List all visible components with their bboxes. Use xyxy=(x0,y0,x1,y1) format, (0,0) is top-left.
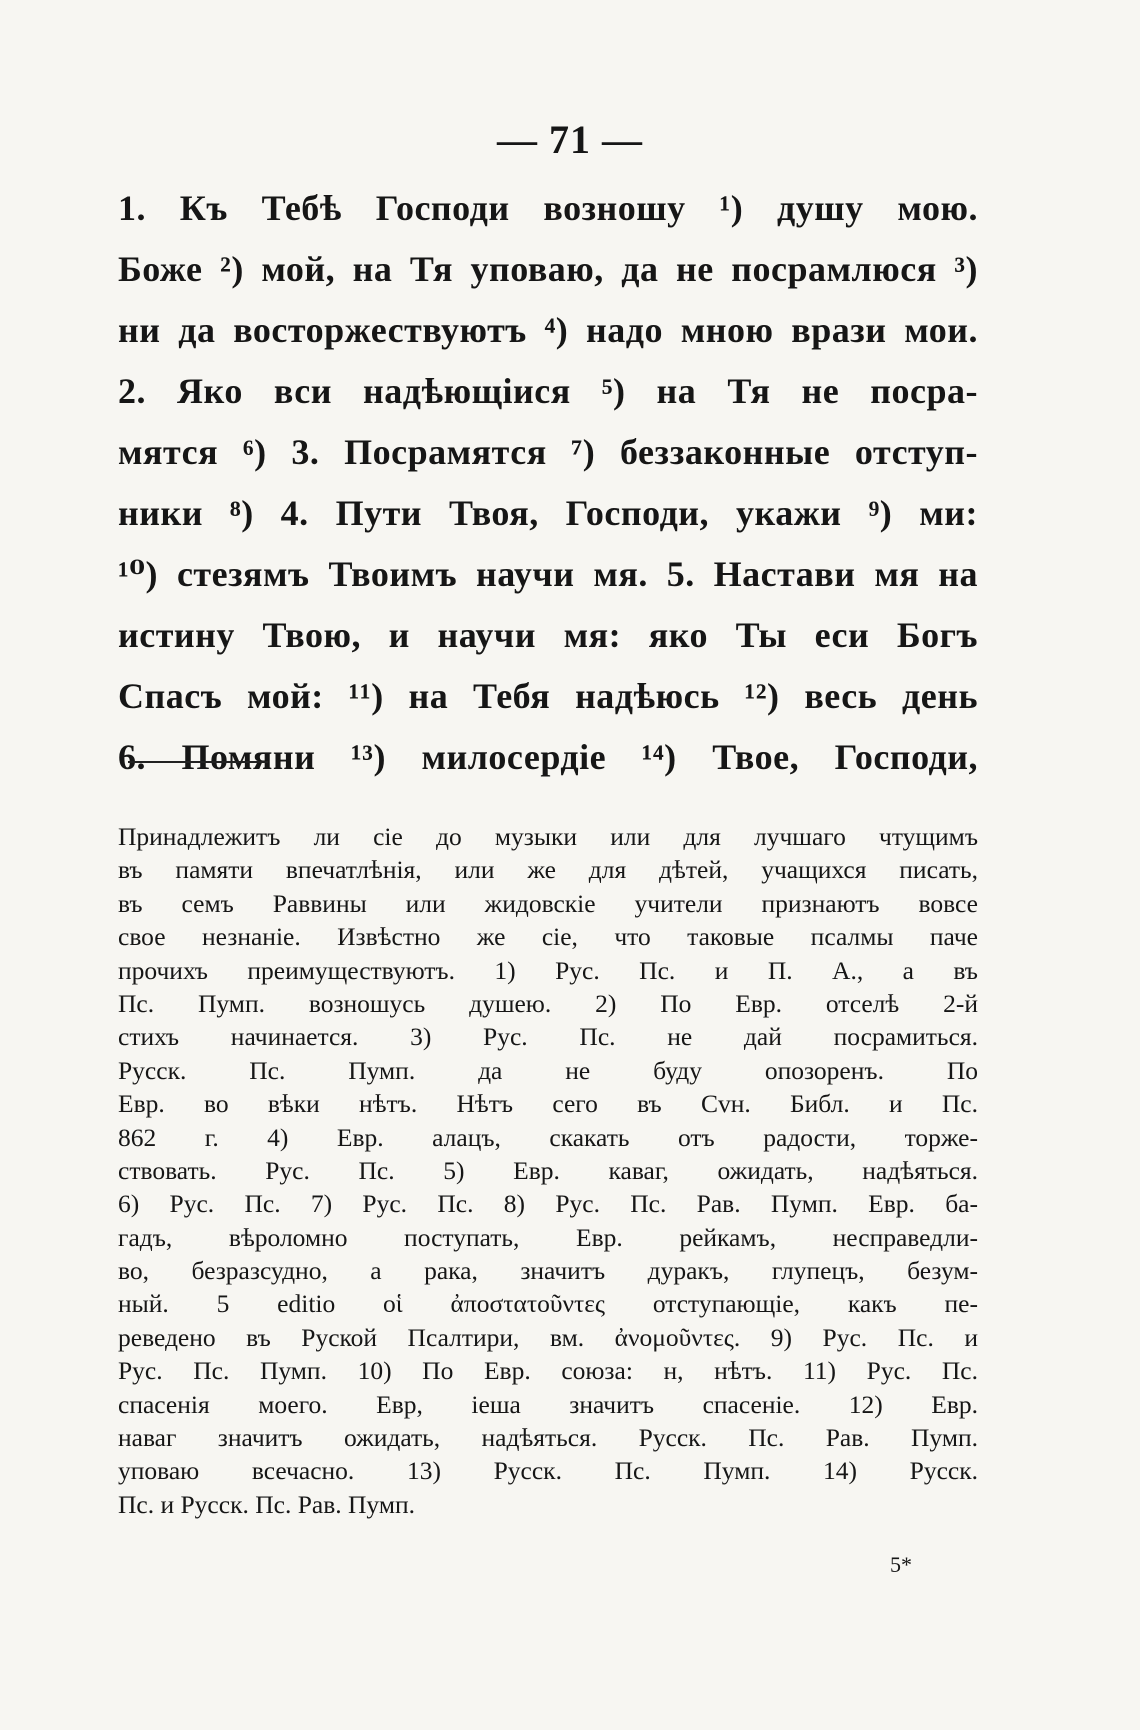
footnotes xyxy=(118,820,978,1521)
footnote-line: 6) Рус. Пс. 7) Рус. Пс. 8) Рус. Пс. Рав. Пумп. Евр. ба- xyxy=(118,1189,978,1219)
footnote-line: свое незнанiе. Извѣстно же сiе, что таковые псалмы паче xyxy=(118,922,978,952)
footnote-line: реведено въ Руской Псалтири, вм. ἀνομοῦντες. 9) Рус. Пс. и xyxy=(118,1322,978,1352)
page-number: — 71 — xyxy=(497,117,643,162)
footnote-line: Пс. Пумп. возношусь душею. 2) По Евр. отселѣ 2-й xyxy=(118,988,978,1018)
psalm-line: истину Твою, и научи мя: яко Ты еси Богъ xyxy=(118,615,978,655)
psalm-line: 1. Къ Тебѣ Господи возношу ¹) душу мою. xyxy=(118,188,978,228)
psalm-line: ники ⁸) 4. Пути Твоя, Господи, укажи ⁹) ми: xyxy=(118,493,978,533)
footnote-line: Евр. во вѣки нѣтъ. Нѣтъ сего въ Сvн. Библ. и Пс. xyxy=(118,1089,978,1119)
psalm-line: мятся ⁶) 3. Посрамятся ⁷) беззаконные отступ- xyxy=(118,432,978,472)
footnote-line: наваг значитъ ожидать, надѣяться. Русск. Пс. Рав. Пумп. xyxy=(118,1423,978,1453)
footnote-line: стихъ начинается. 3) Рус. Пс. не дай посрамиться. xyxy=(118,1022,978,1052)
footnote-line: прочихъ преимуществуютъ. 1) Рус. Пс. и П. А., а въ xyxy=(118,955,978,985)
footnote-line: въ семъ Раввины или жидовскiе учители признаютъ вовсе xyxy=(118,888,978,918)
psalm-line: ¹⁰) стезямъ Твоимъ научи мя. 5. Настави мя на xyxy=(118,554,978,594)
psalm-line: ни да восторжествуютъ ⁴) надо мною врази мои. xyxy=(118,310,978,350)
footnote-divider xyxy=(128,761,268,763)
psalm-line: Боже ²) мой, на Тя уповаю, да не посрамлюся ³) xyxy=(118,249,978,289)
footnote-line: гадъ, вѣроломно поступать, Евр. рейкамъ, несправедли- xyxy=(118,1222,978,1252)
psalm-text xyxy=(118,178,978,788)
footnote-line: Русск. Пс. Пумп. да не буду опозоренъ. По xyxy=(118,1055,978,1085)
signature-mark: 5* xyxy=(890,1552,912,1577)
footnote-line: во, безразсудно, а рака, значитъ дуракъ, глупецъ, безум- xyxy=(118,1256,978,1286)
footnote-line: въ памяти впечатлѣнiя, или же для дѣтей, учащихся писать, xyxy=(118,855,978,885)
footnote-line: Рус. Пс. Пумп. 10) По Евр. союза: н, нѣтъ. 11) Рус. Пс. xyxy=(118,1356,978,1386)
footnote-line: 862 г. 4) Евр. алацъ, скакать отъ радости, торже- xyxy=(118,1122,978,1152)
psalm-line: 2. Яко вси надѣющiися ⁵) на Тя не посра- xyxy=(118,371,978,411)
footnote-line: уповаю всечасно. 13) Русск. Пс. Пумп. 14) Русск. xyxy=(118,1456,978,1486)
psalm-line: Спасъ мой: ¹¹) на Тебя надѣюсь ¹²) весь день xyxy=(118,676,978,716)
psalm-line: 6. Помяни ¹³) милосердiе ¹⁴) Твое, Господи, xyxy=(118,737,978,777)
footnote-line: ствовать. Рус. Пс. 5) Евр. каваг, ожидать, надѣяться. xyxy=(118,1155,978,1185)
footnote-line: Принадлежитъ ли сiе до музыки или для лучшаго чтущимъ xyxy=(118,822,978,851)
footnote-line: Пс. и Русск. Пс. Рав. Пумп. xyxy=(118,1489,415,1519)
footnote-line: спасенiя моего. Евр, iеша значитъ спасенiе. 12) Евр. xyxy=(118,1389,978,1419)
footnote-line: ный. 5 editio οἱ ἀποστατοῦντες отступающiе, какъ пе- xyxy=(118,1289,978,1319)
